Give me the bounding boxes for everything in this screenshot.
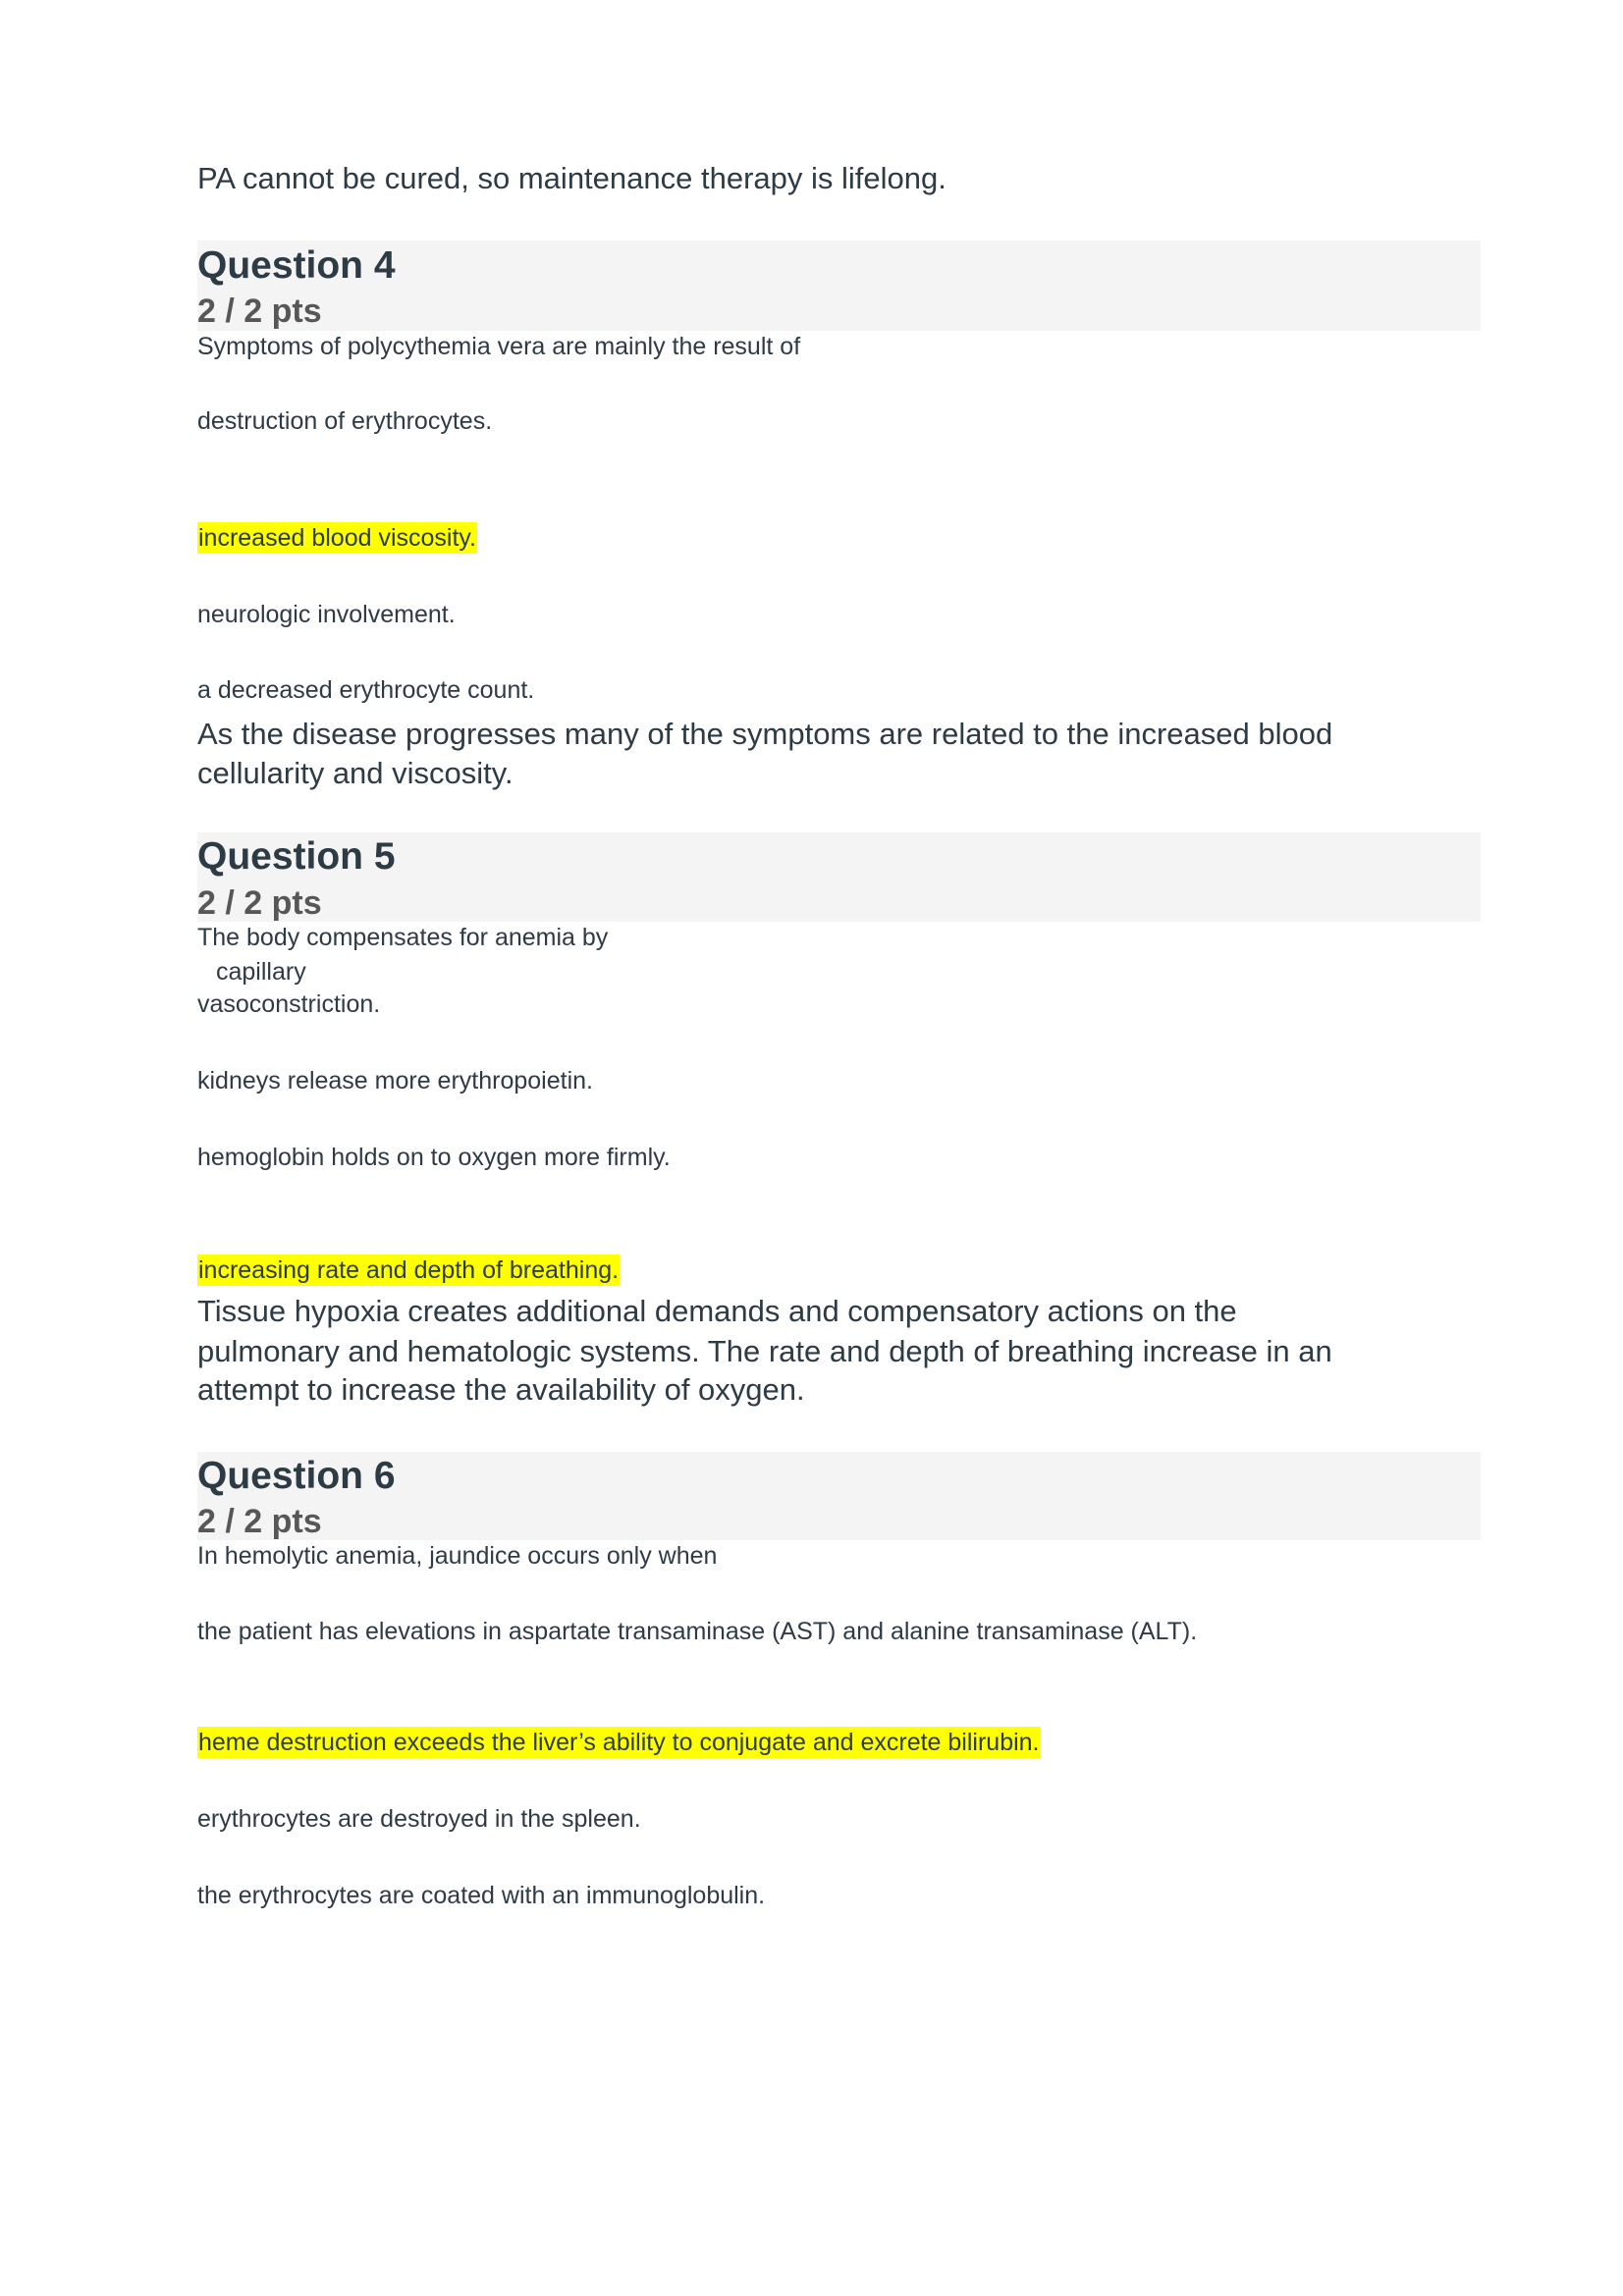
question-title: Question 5 xyxy=(197,835,396,878)
question-points: 2 / 2 pts xyxy=(197,884,322,922)
answer-option[interactable]: destruction of erythrocytes. xyxy=(197,407,493,435)
question-points: 2 / 2 pts xyxy=(197,1503,322,1540)
answer-option[interactable]: kidneys release more erythropoietin. xyxy=(197,1067,593,1095)
feedback-text: cellularity and viscosity. xyxy=(197,756,514,790)
feedback-text: pulmonary and hematologic systems. The rate and depth of breathing increase in an xyxy=(197,1334,1332,1368)
question-points: 2 / 2 pts xyxy=(197,293,322,330)
answer-option-selected[interactable] xyxy=(197,526,477,551)
answer-option[interactable]: hemoglobin holds on to oxygen more firmly. xyxy=(197,1144,671,1171)
answer-option[interactable]: capillary xyxy=(216,958,306,986)
question-title: Question 6 xyxy=(197,1455,396,1497)
highlighted-answer: heme destruction exceeds the liver’s ability to conjugate and excrete bilirubin. xyxy=(198,1729,1040,1756)
answer-option[interactable]: neurologic involvement. xyxy=(197,601,456,628)
feedback-text: Tissue hypoxia creates additional demands and compensatory actions on the xyxy=(197,1294,1237,1328)
feedback-text: attempt to increase the availability of oxygen. xyxy=(197,1372,805,1407)
answer-option[interactable]: erythrocytes are destroyed in the spleen. xyxy=(197,1805,641,1833)
answer-option-selected[interactable] xyxy=(197,1731,1041,1755)
answer-option[interactable]: the patient has elevations in aspartate transaminase (AST) and alanine transaminase (ALT). xyxy=(197,1618,1198,1645)
answer-option-selected[interactable] xyxy=(197,1258,620,1283)
question-title: Question 4 xyxy=(197,244,396,287)
highlighted-answer: increasing rate and depth of breathing. xyxy=(198,1256,620,1284)
highlighted-answer: increased blood viscosity. xyxy=(198,524,477,552)
question-prompt: In hemolytic anemia, jaundice occurs only when xyxy=(197,1542,718,1570)
question-prompt: Symptoms of polycythemia vera are mainly the result of xyxy=(197,333,801,360)
feedback-text: PA cannot be cured, so maintenance therapy is lifelong. xyxy=(197,161,947,195)
answer-option[interactable]: the erythrocytes are coated with an immunoglobulin. xyxy=(197,1882,766,1909)
answer-option[interactable]: vasoconstriction. xyxy=(197,990,381,1018)
answer-option[interactable]: a decreased erythrocyte count. xyxy=(197,676,535,704)
question-prompt: The body compensates for anemia by xyxy=(197,924,609,951)
feedback-text: As the disease progresses many of the symptoms are related to the increased blood xyxy=(197,717,1333,751)
